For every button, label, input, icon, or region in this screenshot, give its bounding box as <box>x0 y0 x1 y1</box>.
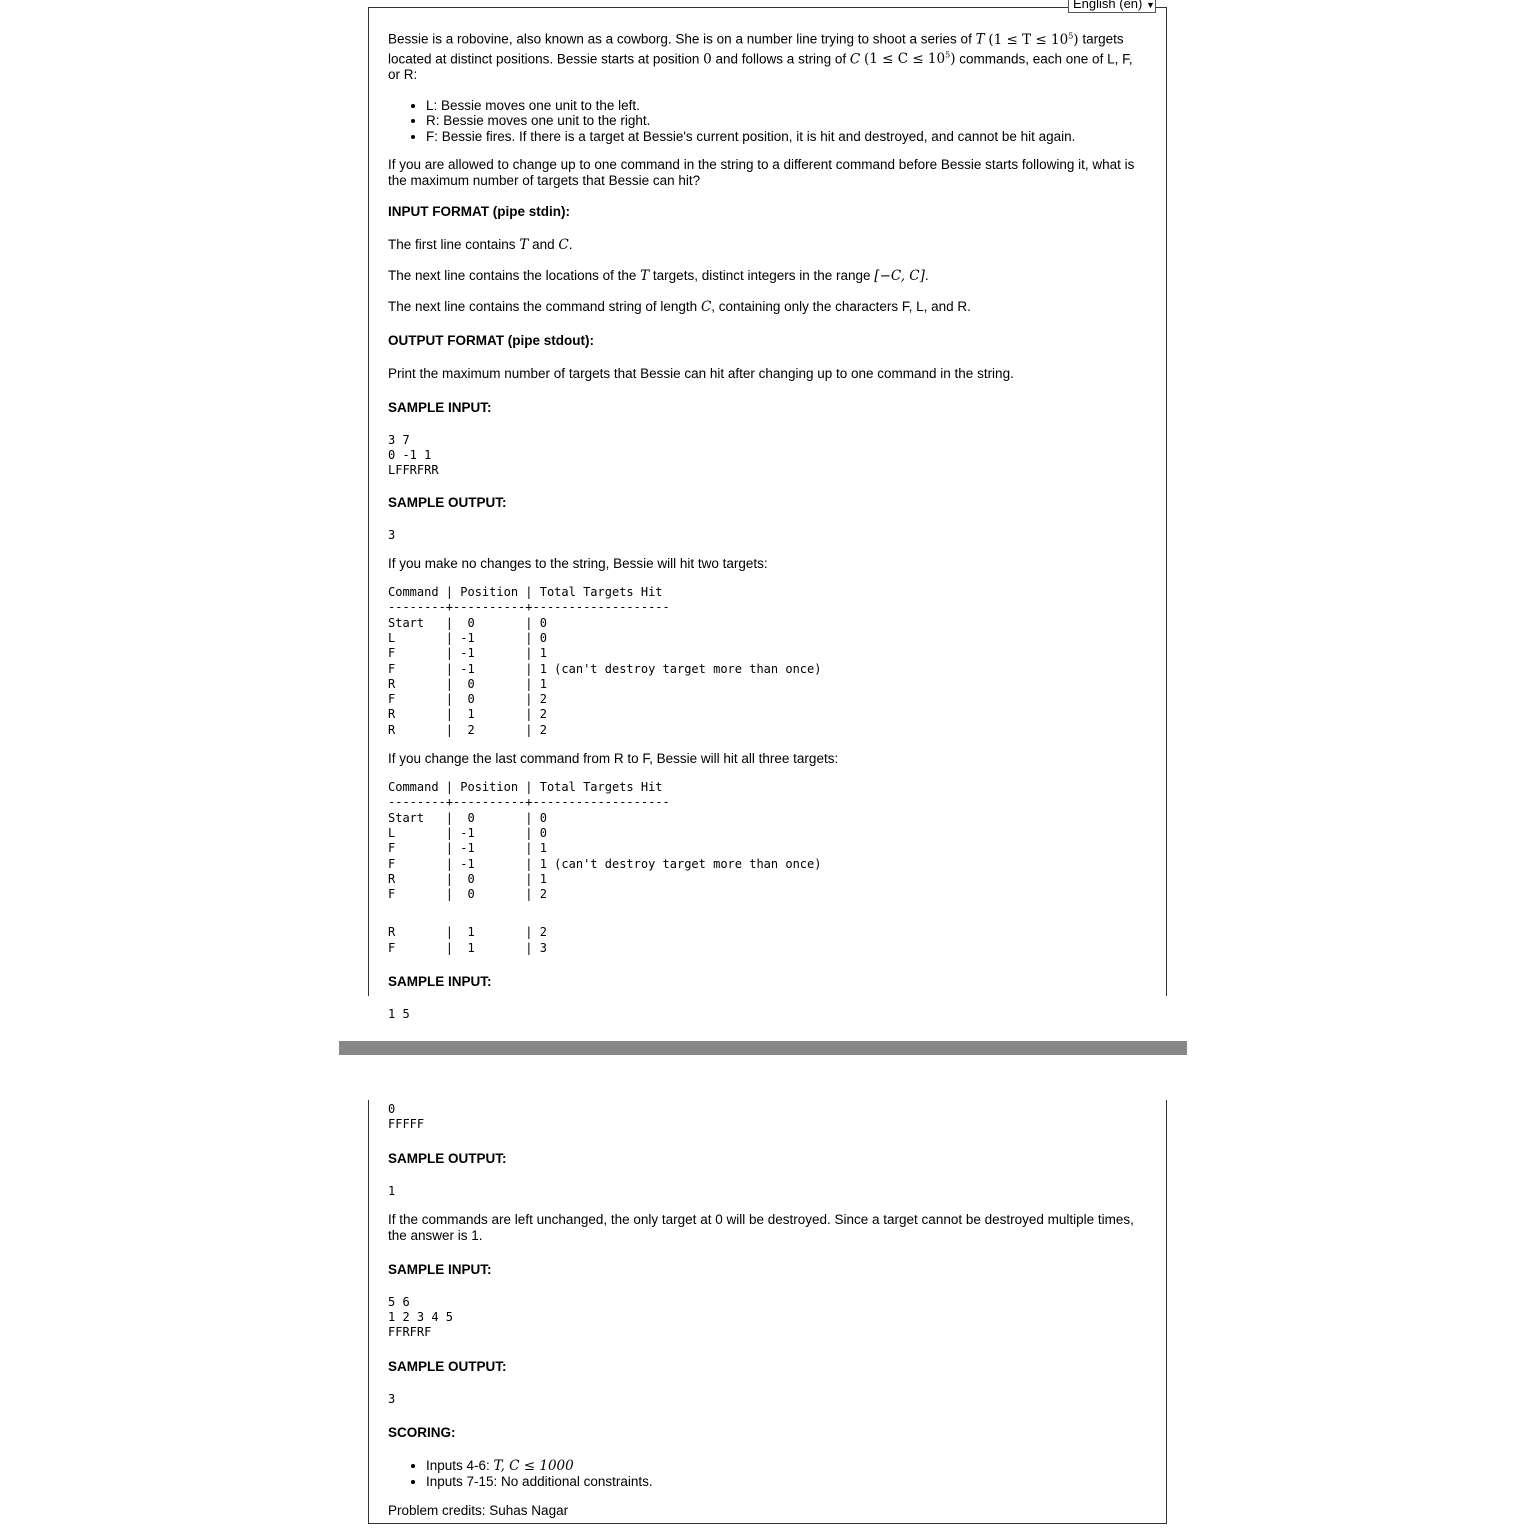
chevron-down-icon: ▼ <box>1146 0 1155 10</box>
output-format-heading: OUTPUT FORMAT (pipe stdout): <box>388 332 594 348</box>
sample-input-3: 5 6 1 2 3 4 5 FFRFRF <box>388 1294 454 1340</box>
problem-credits: Problem credits: Suhas Nagar <box>388 1502 569 1518</box>
problem-statement <box>388 28 1146 1038</box>
list-item: • Inputs 7-15: No additional constraints. <box>426 1474 1146 1489</box>
sample-output-heading: SAMPLE OUTPUT: <box>388 494 507 510</box>
page-break-divider <box>339 1041 1187 1055</box>
input-line-1: The first line contains T and C. <box>388 236 573 253</box>
sample-output-heading: SAMPLE OUTPUT: <box>388 1150 507 1166</box>
trace-table-2: Command | Position | Total Targets Hit --------+----------+------------------- Start | 0 | 0 L | -1 | 0 F | -1 | 1 F | -1 | 1 (can't destroy target more than once) R | 0 | 1 F | 0 | 2 <box>388 780 822 902</box>
scoring-list <box>388 1458 1146 1490</box>
scoring-heading: SCORING: <box>388 1425 456 1441</box>
sample-output-3: 3 <box>388 1391 396 1406</box>
list-item: • R: Bessie moves one unit to the right. <box>426 113 1146 128</box>
input-line-2: The next line contains the locations of the T targets, distinct integers in the range [−C, C]. <box>388 267 929 284</box>
sample-output-heading: SAMPLE OUTPUT: <box>388 1358 507 1374</box>
sample-input-heading: SAMPLE INPUT: <box>388 1261 492 1277</box>
sample-input-2-rest: 0 FFFFF <box>388 1102 425 1132</box>
sample-1-explanation-2: If you change the last command from R to F, Bessie will hit all three targets: <box>388 751 839 767</box>
sample-output-2: 1 <box>388 1183 396 1198</box>
command-list <box>388 98 1146 144</box>
list-item: • F: Bessie fires. If there is a target at Bessie's current position, it is hit and destroyed, and cannot be hit again. <box>426 129 1146 144</box>
problem-statement-continued <box>388 1100 1146 1534</box>
trace-table-1: Command | Position | Total Targets Hit --------+----------+------------------- Start | 0 | 0 L | -1 | 0 F | -1 | 1 F | -1 | 1 (can't destroy target more than once) R | 0 | 1 F | 0 | 2 R | 1 | 2 R | 2 | 2 <box>388 585 822 737</box>
question-paragraph: If you are allowed to change up to one command in the string to a different command before Bessie starts following it, what is the maximum number of targets that Bessie can hit? <box>388 156 1135 188</box>
sample-input-1: 3 7 0 -1 1 LFFRFRR <box>388 432 439 478</box>
intro-paragraph: Bessie is a robovine, also known as a cowborg. She is on a number line trying to shoot a series of T $(1 \le T \le 10^5)$ targets located at distinct positions. Bessie starts at position 0 and follows a string of C $(1 \le C \le 10^5)$ commands, each one of L, F, or R: <box>388 31 1133 82</box>
trace-table-2-tail: R | 1 | 2 F | 1 | 3 <box>388 925 547 955</box>
problem-panel-bottom <box>368 1100 1167 1524</box>
sample-input-heading: SAMPLE INPUT: <box>388 974 492 990</box>
sample-1-explanation: If you make no changes to the string, Bessie will hit two targets: <box>388 556 768 572</box>
list-item: • L: Bessie moves one unit to the left. <box>426 98 1146 113</box>
list-item: • Inputs 4-6: T, C ≤ 1000 <box>426 1458 1146 1474</box>
sample-input-heading: SAMPLE INPUT: <box>388 399 492 415</box>
language-dropdown[interactable]: English (en) ▼ <box>1068 0 1156 13</box>
input-format-heading: INPUT FORMAT (pipe stdin): <box>388 203 570 219</box>
problem-panel-top <box>368 7 1167 1022</box>
sample-output-1: 3 <box>388 527 396 542</box>
sample-2-explanation: If the commands are left unchanged, the only target at 0 will be destroyed. Since a target cannot be destroyed multiple times, the answer is 1. <box>388 1211 1134 1243</box>
output-format-text: Print the maximum number of targets that Bessie can hit after changing up to one command in the string. <box>388 365 1014 381</box>
input-line-3: The next line contains the command string of length C, containing only the characters F, L, and R. <box>388 298 971 315</box>
sample-input-2-first-line: 1 5 <box>388 1007 410 1022</box>
